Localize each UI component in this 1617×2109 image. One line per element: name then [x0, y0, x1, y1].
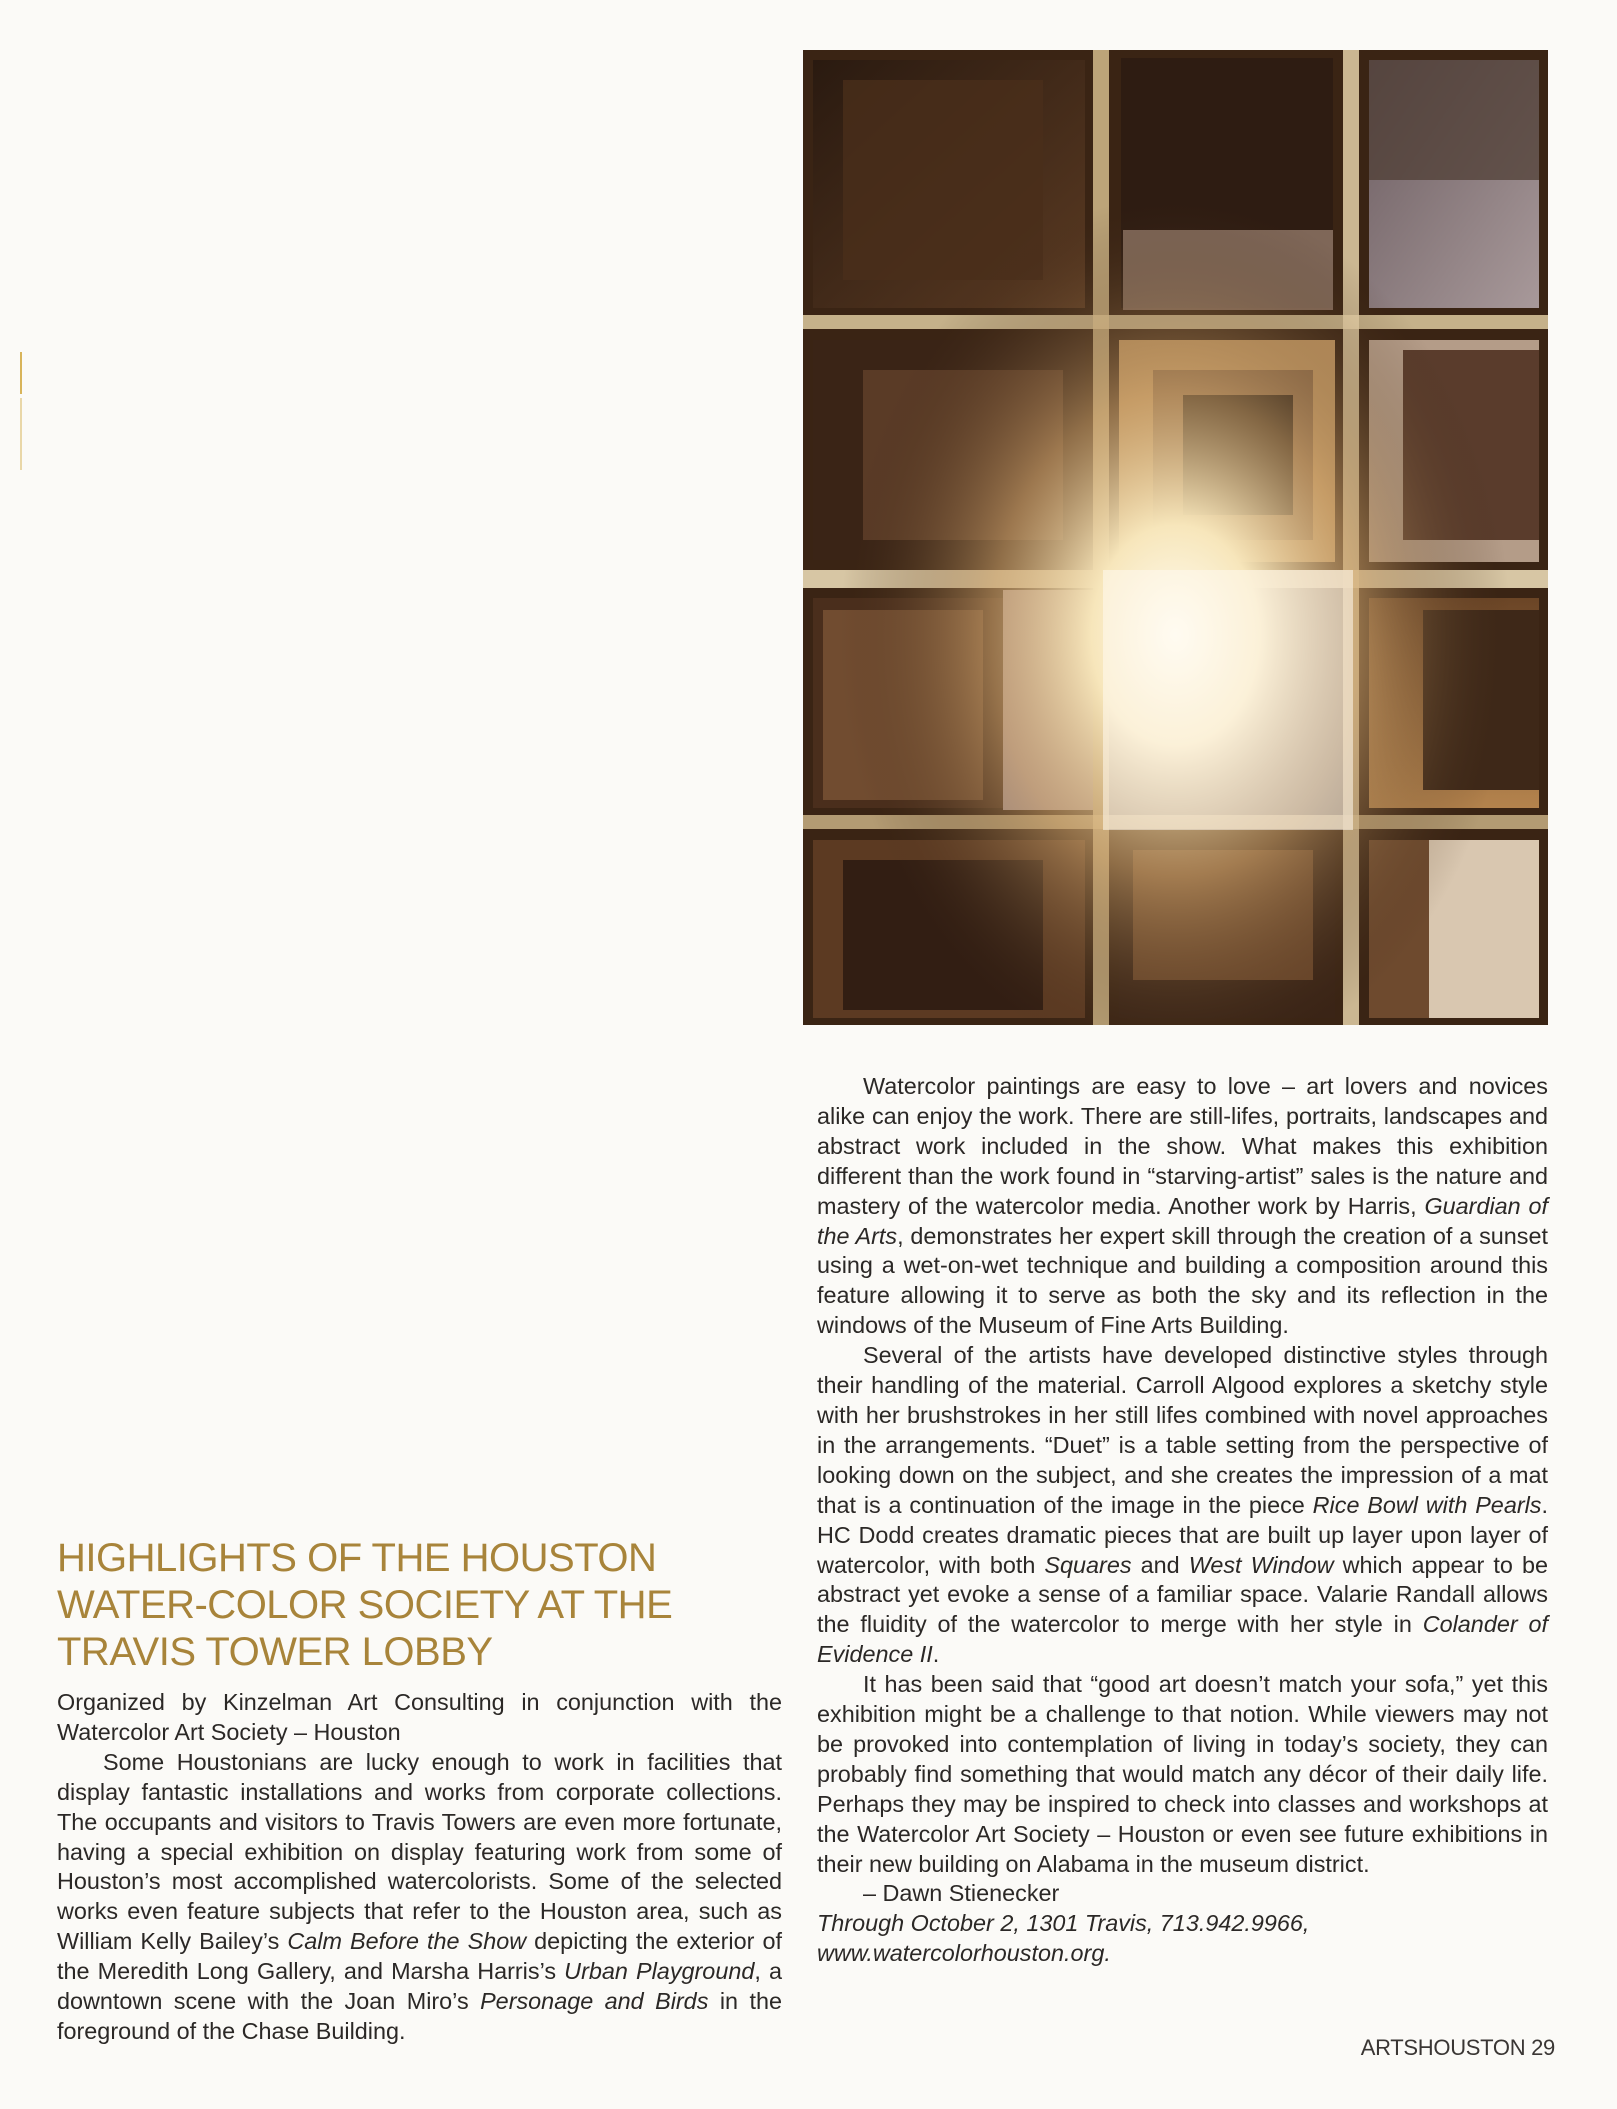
text-run: Several of the artists have developed distinctive styles through their handling of the material. Carroll Algood explores a sketchy style with her brushstrokes in her still lifes combined with novel approaches in the arrangements. “Duet” is a table setting from the perspective of looking down on the subject, and she creates the impression of a mat that is a continuation of the image in the piece: [817, 1342, 1548, 1518]
paragraph-distinctive-styles: [817, 1341, 1548, 1670]
text-run: , demonstrates her expert skill through the creation of a sunset using a wet-on-wet technique and building a composition around this feature allowing it to serve as both the sky and its reflection in the windows of the Museum of Fine Arts Building.: [817, 1222, 1548, 1339]
text-run: . HC Dodd creates dramatic pieces that are built up layer upon layer of watercolor, with both: [817, 1491, 1549, 1578]
venue-line: Through October 2, 1301 Travis, 713.942.9966,: [817, 1910, 1310, 1937]
organizer-credit: Organized by Kinzelman Art Consulting in conjunction with the Watercolor Art Society – Houston: [57, 1689, 782, 1745]
artwork-title: Calm Before the Show: [287, 1928, 527, 1955]
artwork-title: West Window: [1188, 1551, 1334, 1578]
author-signature: – Dawn Stienecker: [863, 1880, 1060, 1907]
text-run: Watercolor paintings are easy to love – art lovers and novices alike can enjoy the work. There are still-lifes, portraits, landscapes and abstract work included in the show. What makes this exhibition different than the work found in “starving-artist” sales is the nature and mastery of the watercolor media. Another work by Harris,: [817, 1073, 1548, 1219]
page-folio: ARTSHOUSTON 29: [1360, 2035, 1555, 2060]
artwork-title: Colander of Evidence II: [817, 1611, 1548, 1668]
article-right-column: [817, 1072, 1548, 1969]
page-edge-mark-bottom: [20, 398, 22, 470]
text-run: in the foreground of the Chase Building.: [57, 1988, 782, 2044]
abstract-watercolor-painting: [803, 50, 1548, 1025]
artwork-title: Urban Playground: [564, 1958, 755, 1985]
artwork-title: Personage and Birds: [480, 1988, 709, 2015]
text-run: , a downtown scene with the Joan Miro’s: [57, 1958, 782, 2015]
text-run: Some Houstonians are lucky enough to work in facilities that display fantastic installations and works from corporate collections. The occupants and visitors to Travis Towers are even more fortunate, having a special exhibition on display featuring work from some of Houston’s most accomplished watercolorists. Some of the selected works even feature subjects that refer to the Houston area, such as William Kelly Bailey’s: [57, 1748, 782, 1955]
venue-website-link[interactable]: www.watercolorhouston.org.: [817, 1940, 1111, 1967]
text-run: .: [932, 1641, 940, 1668]
artwork-title: Rice Bowl with Pearls: [1312, 1491, 1542, 1518]
artwork-title: Squares: [1044, 1551, 1132, 1578]
paragraph-watercolor-love: [817, 1072, 1548, 1341]
intro-paragraph: [57, 1748, 782, 2047]
text-run: depicting the exterior of the Meredith Long Gallery, and Marsha Harris’s: [57, 1928, 782, 1985]
artwork-title: Guardian of the Arts: [817, 1192, 1549, 1249]
article-headline: HIGHLIGHTS OF THE HOUSTON WATER-COLOR SOCIETY AT THE TRAVIS TOWER LOBBY: [57, 1536, 673, 1674]
text-run: which appear to be abstract yet evoke a sense of a familiar space. Valarie Randall allows the fluidity of the watercolor to merge with her style in: [817, 1551, 1548, 1638]
article-left-column: [57, 1535, 782, 2047]
venue-info: [817, 1909, 1548, 1969]
page-edge-mark-top: [20, 352, 22, 394]
text-run: and: [1131, 1551, 1189, 1578]
paragraph-good-art-sofa: It has been said that “good art doesn’t match your sofa,” yet this exhibition might be a challenge to that notion. While viewers may not be provoked into contemplation of living in today’s society, they can probably find something that would match any décor of their daily life. Perhaps they may be inspired to check into classes and workshops at the Watercolor Art Society – Houston or even see future exhibitions in their new building on Alabama in the museum district.: [817, 1671, 1548, 1877]
